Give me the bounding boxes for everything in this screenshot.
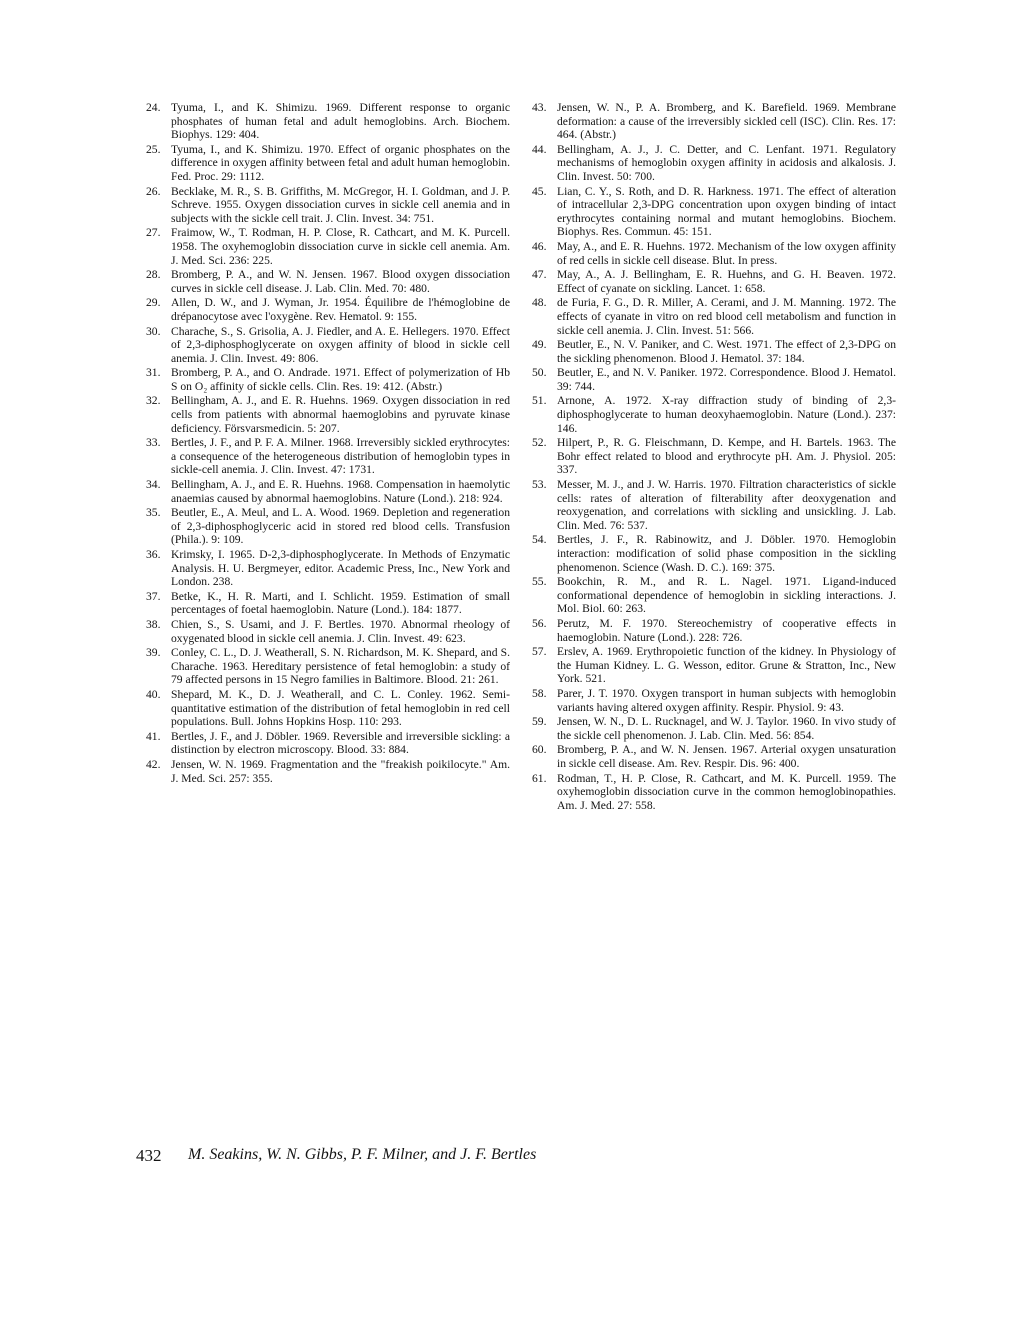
reference-item <box>532 645 896 686</box>
reference-text: Bookchin, R. M., and R. L. Nagel. 1971. Ligand-induced conformational dependence of hemoglobin in sickling interactions. J. Mol. Biol. 60: 263. <box>557 575 896 616</box>
reference-number: 40. <box>146 687 161 701</box>
reference-list-left <box>146 101 510 785</box>
reference-number: 28. <box>146 268 161 282</box>
reference-item <box>146 185 510 226</box>
reference-item <box>532 575 896 616</box>
reference-number: 33. <box>146 436 161 450</box>
reference-number: 60. <box>532 743 547 757</box>
reference-number: 52. <box>532 436 547 450</box>
reference-number: 31. <box>146 366 161 380</box>
reference-number: 25. <box>146 142 161 156</box>
reference-item <box>146 478 510 505</box>
reference-item <box>532 687 896 714</box>
reference-number: 55. <box>532 575 547 589</box>
page-footer <box>136 1146 896 1176</box>
reference-item <box>146 366 510 393</box>
reference-number: 42. <box>146 757 161 771</box>
references-column-right <box>532 101 896 813</box>
reference-item <box>146 730 510 757</box>
reference-text: Shepard, M. K., D. J. Weatherall, and C. L. Conley. 1962. Semi-quantitative estimation of the distribution of fetal hemoglobin in red cell populations. Bull. Johns Hopkins Hosp. 110: 293. <box>171 687 510 729</box>
reference-item <box>146 101 510 142</box>
reference-item <box>146 506 510 547</box>
page-number: 432 <box>136 1146 162 1165</box>
reference-number: 35. <box>146 506 161 520</box>
reference-number: 45. <box>532 184 547 198</box>
reference-number: 41. <box>146 729 161 743</box>
reference-item <box>532 478 896 532</box>
reference-text: Beutler, E., A. Meul, and L. A. Wood. 1969. Depletion and regeneration of 2,3-diphosphoglyceric acid in stored red blood cells. Transfusion (Phila.). 9: 109. <box>171 506 510 547</box>
reference-number: 61. <box>532 771 547 785</box>
reference-number: 38. <box>146 617 161 631</box>
reference-number: 49. <box>532 338 547 352</box>
reference-number: 39. <box>146 646 161 660</box>
reference-number: 57. <box>532 645 547 659</box>
reference-item <box>146 394 510 435</box>
reference-text: Charache, S., S. Grisolia, A. J. Fiedler, and A. E. Hellegers. 1970. Effect of 2,3-diphosphoglycerate on oxygen affinity of blood in sickle cell anemia. J. Clin. Invest. 49: 806. <box>171 324 510 365</box>
reference-text: Chien, S., S. Usami, and J. F. Bertles. 1970. Abnormal rheology of oxygenated blood in sickle cell anemia. J. Clin. Invest. 49: 623. <box>171 617 510 645</box>
reference-number: 47. <box>532 268 547 282</box>
reference-text: Tyuma, I., and K. Shimizu. 1969. Different response to organic phosphates of human fetal and adult hemoglobins. Arch. Biochem. Biophys. 129: 404. <box>171 101 510 142</box>
reference-item <box>146 268 510 295</box>
reference-text: Bertles, J. F., and P. F. A. Milner. 1968. Irreversibly sickled erythrocytes: a consequence of the heterogeneous distribution of hemoglobin types in sickle-cell anemia. J. Clin. Invest. 47: 1731. <box>171 436 510 477</box>
reference-number: 51. <box>532 394 547 408</box>
reference-item <box>146 548 510 589</box>
reference-item <box>146 618 510 645</box>
reference-text: Betke, K., H. R. Marti, and I. Schlicht. 1959. Estimation of small percentages of foetal haemoglobin. Nature (Lond.). 184: 1877. <box>171 589 510 617</box>
reference-item <box>146 436 510 477</box>
reference-text: Bellingham, A. J., J. C. Detter, and C. Lenfant. 1971. Regulatory mechanisms of hemoglobin oxygen affinity in acidosis and alkalosis. J. Clin. Invest. 50: 700. <box>557 142 896 183</box>
reference-item <box>532 772 896 813</box>
reference-text: Perutz, M. F. 1970. Stereochemistry of cooperative effects in haemoglobin. Nature (Lond.). 228: 726. <box>557 616 896 644</box>
reference-item <box>532 617 896 644</box>
reference-number: 59. <box>532 715 547 729</box>
reference-item <box>146 325 510 366</box>
reference-text: Arnone, A. 1972. X-ray diffraction study of binding of 2,3-diphosphoglycerate to human deoxyhaemoglobin. Nature (Lond.). 237: 146. <box>557 394 896 435</box>
reference-item <box>146 688 510 729</box>
reference-item <box>532 240 896 267</box>
reference-text: Fraimow, W., T. Rodman, H. P. Close, R. Cathcart, and M. K. Purcell. 1958. The oxyhemoglobin dissociation curve in sickle cell anemia. Am. J. Med. Sci. 236: 225. <box>171 226 510 267</box>
reference-text: Bromberg, P. A., and O. Andrade. 1971. Effect of polymerization of Hb S on O₂ affinity of sickle cells. Clin. Res. 19: 412. (Abstr.) <box>171 366 510 393</box>
running-author-line: M. Seakins, W. N. Gibbs, P. F. Milner, and J. F. Bertles <box>188 1146 537 1163</box>
reference-item <box>146 758 510 785</box>
reference-text: Allen, D. W., and J. Wyman, Jr. 1954. Équilibre de l'hémoglobine de drépanocytose avec l'oxygène. Rev. Hematol. 9: 155. <box>171 296 510 323</box>
reference-item <box>532 436 896 477</box>
reference-number: 54. <box>532 533 547 547</box>
reference-text: Erslev, A. 1969. Erythropoietic function of the kidney. In Physiology of the Human Kidney. L. G. Wesson, editor. Grune & Stratton, Inc., New York. 521. <box>557 645 896 686</box>
reference-list-right <box>532 101 896 812</box>
reference-item <box>146 646 510 687</box>
reference-item <box>532 101 896 142</box>
reference-text: Messer, M. J., and J. W. Harris. 1970. Filtration characteristics of sickle cells: rates of alteration of filterability after deoxygenation and reoxygenation, and correlations with sickling and unsickling. J. Lab. Clin. Med. 76: 537. <box>557 478 896 532</box>
reference-item <box>532 143 896 184</box>
reference-text: Tyuma, I., and K. Shimizu. 1970. Effect of organic phosphates on the difference in oxygen affinity between fetal and adult human hemoglobin. Fed. Proc. 29: 1112. <box>171 142 510 183</box>
reference-text: Rodman, T., H. P. Close, R. Cathcart, and M. K. Purcell. 1959. The oxyhemoglobin dissociation curve in the common hemoglobinopathies. Am. J. Med. 27: 558. <box>557 771 896 812</box>
reference-number: 27. <box>146 226 161 240</box>
reference-text: Becklake, M. R., S. B. Griffiths, M. McGregor, H. I. Goldman, and J. P. Schreve. 1955. Oxygen dissociation curves in sickle cell anemia and in subjects with the sickle cell trait. J. Clin. Invest. 34: 751. <box>171 184 510 225</box>
reference-item <box>532 715 896 742</box>
reference-item <box>532 394 896 435</box>
reference-number: 37. <box>146 589 161 603</box>
reference-number: 29. <box>146 296 161 310</box>
reference-item <box>532 185 896 239</box>
reference-number: 50. <box>532 366 547 380</box>
reference-text: Bellingham, A. J., and E. R. Huehns. 1968. Compensation in haemolytic anaemias caused by abnormal haemoglobins. Nature (Lond.). 218: 924. <box>171 478 510 505</box>
reference-number: 46. <box>532 239 547 253</box>
reference-number: 34. <box>146 478 161 492</box>
reference-text: Bromberg, P. A., and W. N. Jensen. 1967. Arterial oxygen unsaturation in sickle cell disease. Am. Rev. Respir. Dis. 96: 400. <box>557 743 896 770</box>
reference-text: Bellingham, A. J., and E. R. Huehns. 1969. Oxygen dissociation in red cells from patients with abnormal haemoglobins and pyruvate kinase deficiency. Försvarsmedicin. 5: 207. <box>171 394 510 435</box>
reference-item <box>532 338 896 365</box>
reference-number: 44. <box>532 142 547 156</box>
reference-text: Beutler, E., and N. V. Paniker. 1972. Correspondence. Blood J. Hematol. 39: 744. <box>557 366 896 393</box>
reference-text: Jensen, W. N., D. L. Rucknagel, and W. J. Taylor. 1960. In vivo study of the sickle cell phenomenon. J. Lab. Clin. Med. 56: 854. <box>557 715 896 742</box>
reference-text: Krimsky, I. 1965. D-2,3-diphosphoglycerate. In Methods of Enzymatic Analysis. H. U. Bergmeyer, editor. Academic Press, Inc., New York and London. 238. <box>171 548 510 589</box>
reference-item <box>146 143 510 184</box>
reference-text: May, A., and E. R. Huehns. 1972. Mechanism of the low oxygen affinity of red cells in sickle cell disease. Blut. In press. <box>557 239 896 267</box>
reference-item <box>146 226 510 267</box>
references-column-left <box>146 101 510 786</box>
reference-number: 24. <box>146 101 161 114</box>
reference-text: Bromberg, P. A., and W. N. Jensen. 1967. Blood oxygen dissociation curves in sickle cell disease. J. Lab. Clin. Med. 70: 480. <box>171 268 510 295</box>
reference-number: 48. <box>532 296 547 310</box>
reference-number: 43. <box>532 101 547 114</box>
reference-text: Jensen, W. N., P. A. Bromberg, and K. Barefield. 1969. Membrane deformation: a cause of the irreversibly sickled cell (ISC). Clin. Res. 17: 464. (Abstr.) <box>557 101 896 142</box>
reference-number: 56. <box>532 616 547 630</box>
reference-item <box>532 296 896 337</box>
reference-item <box>146 296 510 323</box>
reference-number: 58. <box>532 686 547 700</box>
reference-text: de Furia, F. G., D. R. Miller, A. Cerami, and J. M. Manning. 1972. The effects of cyanate in vitro on red blood cell metabolism and function in sickle cell anemia. J. Clin. Invest. 51: 566. <box>557 296 896 337</box>
reference-number: 53. <box>532 478 547 492</box>
reference-text: Bertles, J. F., R. Rabinowitz, and J. Döbler. 1970. Hemoglobin interaction: modification of solid phase composition in the sickling phenomenon. Science (Wash. D. C.). 169: 375. <box>557 533 896 574</box>
reference-text: Jensen, W. N. 1969. Fragmentation and the "freakish poikilocyte." Am. J. Med. Sci. 257: 355. <box>171 757 510 785</box>
reference-text: Beutler, E., N. V. Paniker, and C. West. 1971. The effect of 2,3-DPG on the sickling phenomenon. Blood J. Hematol. 37: 184. <box>557 338 896 365</box>
reference-number: 36. <box>146 548 161 561</box>
reference-text: Hilpert, P., R. G. Fleischmann, D. Kempe, and H. Bartels. 1963. The Bohr effect related to blood and erythrocyte pH. Am. J. Physiol. 205: 337. <box>557 436 896 477</box>
reference-number: 32. <box>146 394 161 408</box>
reference-text: May, A., A. J. Bellingham, E. R. Huehns, and G. H. Beaven. 1972. Effect of cyanate on sickling. Lancet. 1: 658. <box>557 268 896 295</box>
reference-text: Bertles, J. F., and J. Döbler. 1969. Reversible and irreversible sickling: a distinction by electron microscopy. Blood. 33: 884. <box>171 729 510 757</box>
reference-item <box>532 533 896 574</box>
reference-item <box>532 268 896 295</box>
reference-text: Parer, J. T. 1970. Oxygen transport in human subjects with hemoglobin variants having altered oxygen affinity. Respir. Physiol. 9: 43. <box>557 686 896 714</box>
reference-number: 26. <box>146 184 161 198</box>
reference-item <box>532 743 896 770</box>
reference-text: Conley, C. L., D. J. Weatherall, S. N. Richardson, M. K. Shepard, and S. Charache. 1963. Hereditary persistence of fetal hemoglobin: a study of 79 affected persons in 15 Negro families in Baltimore. Blood. 21: 261. <box>171 646 510 687</box>
reference-item <box>532 366 896 393</box>
reference-item <box>146 590 510 617</box>
reference-number: 30. <box>146 324 161 338</box>
reference-text: Lian, C. Y., S. Roth, and D. R. Harkness. 1971. The effect of alteration of intracellular 2,3-DPG concentration upon oxygen binding of intact erythrocytes containing normal and mutant hemoglobins. Biochem. Biophys. Res. Commun. 45: 151. <box>557 184 896 239</box>
